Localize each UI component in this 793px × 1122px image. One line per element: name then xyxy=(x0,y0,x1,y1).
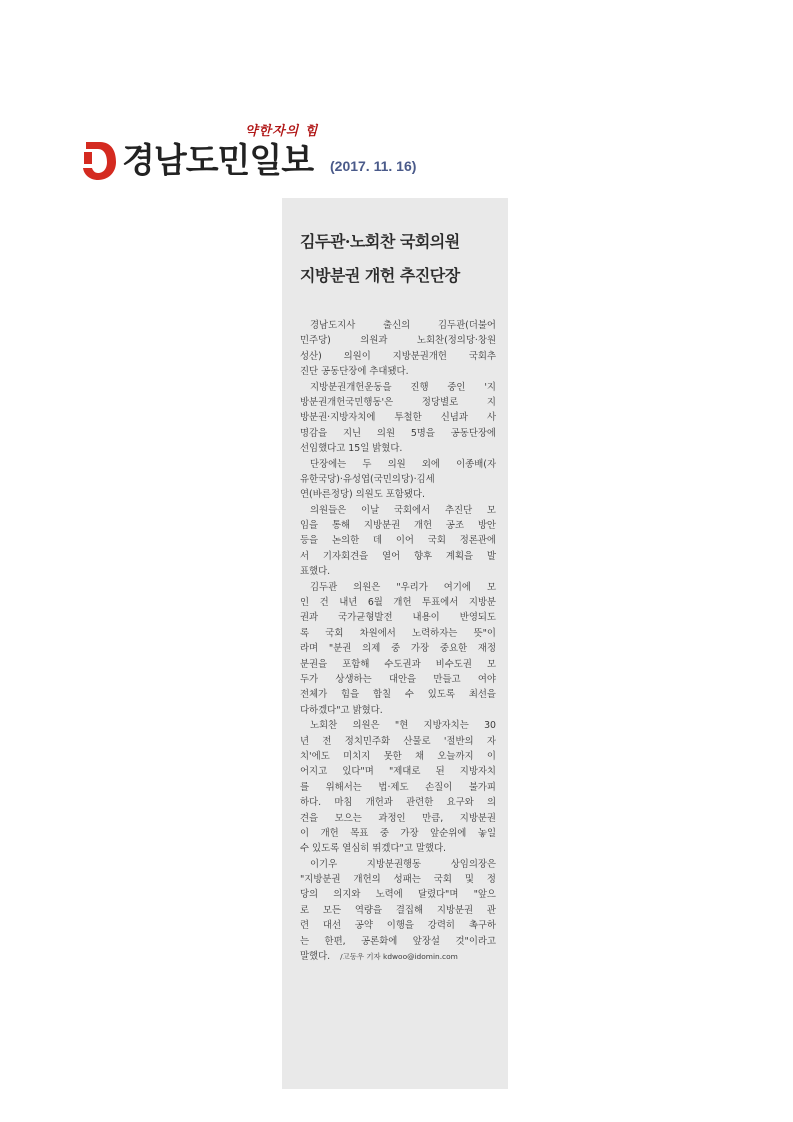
body-line: 다하겠다"고 밝혔다. xyxy=(300,704,383,716)
body-line: 년 전 정치민주화 산물로 '절반의 자 xyxy=(300,735,496,747)
body-line: 말했다. xyxy=(300,951,331,963)
body-line: 당의 의지와 노력에 달렸다"며 "앞으 xyxy=(300,889,496,901)
body-line: 견을 모으는 과정인 만큼, 지방분권 xyxy=(300,812,496,824)
publication-date: (2017. 11. 16) xyxy=(330,158,417,174)
body-line: 이기우 지방분권행동 상임의장은 xyxy=(310,858,496,870)
article-headline-line1: 김두관·노회찬 국회의원 xyxy=(300,232,460,251)
body-line: 단장에는 두 의원 외에 이종배(자 xyxy=(310,458,496,470)
body-line: 명감을 지닌 의원 5명을 공동단장에 xyxy=(300,427,496,439)
body-line: "지방분권 개헌의 성패는 국회 및 정 xyxy=(300,874,496,886)
article-headline-line2: 지방분권 개헌 추진단장 xyxy=(300,266,460,285)
body-line: 진단 공동단장에 추대됐다. xyxy=(300,366,409,378)
body-line: 김두관 의원은 "우리가 여기에 모 xyxy=(310,581,496,593)
body-line: 노회찬 의원은 "현 지방자치는 30 xyxy=(310,720,496,732)
body-line: 수 있도록 열심히 뛰겠다"고 말했다. xyxy=(300,843,447,855)
body-line: 방분권·지방자치에 투철한 신념과 사 xyxy=(300,412,496,424)
body-line: 를 위해서는 법·제도 손질이 불가피 xyxy=(300,781,496,793)
body-line: 록 국회 차원에서 노력하자는 뜻"이 xyxy=(300,627,496,639)
body-line: 하다. 마침 개헌과 관련한 요구와 의 xyxy=(300,797,496,809)
body-line: 련 대선 공약 이행을 강력히 촉구하 xyxy=(300,920,496,932)
article-body xyxy=(300,318,496,964)
newspaper-slogan: 약한자의 힘 xyxy=(245,124,319,139)
body-line: 로 모든 역량을 결집해 지방분권 관 xyxy=(300,904,496,916)
body-line: 는 한편, 공론화에 앞장설 것"이라고 xyxy=(300,935,496,947)
body-line: 등을 논의한 데 이어 국회 정론관에 xyxy=(300,535,496,547)
body-line: 유한국당)·유성엽(국민의당)·김세 xyxy=(300,473,435,485)
body-line: 서 기자회견을 열어 향후 계획을 발 xyxy=(300,550,496,562)
masthead xyxy=(80,118,500,198)
newspaper-logo-icon xyxy=(80,138,118,182)
body-line: 임을 통해 지방분권 개헌 공조 방안 xyxy=(300,520,496,532)
body-line: 어지고 있다"며 "제대로 된 지방자치 xyxy=(300,766,496,778)
body-line: 이 개헌 목표 중 가장 앞순위에 놓일 xyxy=(300,827,496,839)
body-line: 민주당) 의원과 노회찬(정의당·창원 xyxy=(300,335,496,347)
byline: /고동우 기자 kdwoo@idomin.com xyxy=(340,952,458,962)
body-line: 표했다. xyxy=(300,566,331,578)
body-line: 성산) 의원이 지방분권개헌 국회추 xyxy=(300,350,496,362)
body-line: 인 건 내년 6월 개헌 투표에서 지방분 xyxy=(300,597,496,609)
body-line: 의원들은 이날 국회에서 추진단 모 xyxy=(310,504,496,516)
body-line: 분권을 포함해 수도권과 비수도권 모 xyxy=(300,658,496,670)
body-line: 선임했다고 15일 밝혔다. xyxy=(300,443,403,455)
body-line: 치'에도 미치지 못한 채 오늘까지 이 xyxy=(300,750,496,762)
body-line: 전체가 힘을 합칠 수 있도록 최선을 xyxy=(300,689,496,701)
body-line: 지방분권개헌운동을 진행 중인 '지 xyxy=(310,381,496,393)
body-line: 경남도지사 출신의 김두관(더불어 xyxy=(310,320,496,331)
body-line: 두가 상생하는 대안을 만들고 여야 xyxy=(300,673,496,685)
body-line: 방분권개헌국민행동'은 정당별로 지 xyxy=(300,396,496,408)
body-line: 라며 "분권 의제 중 가장 중요한 재정 xyxy=(300,643,496,655)
body-line: 권과 국가균형발전 내용이 반영되도 xyxy=(300,612,496,624)
body-line: 연(바른정당) 의원도 포함됐다. xyxy=(300,489,425,501)
newspaper-name: 경남도민일보 xyxy=(122,141,314,181)
body-last-line xyxy=(300,949,496,964)
